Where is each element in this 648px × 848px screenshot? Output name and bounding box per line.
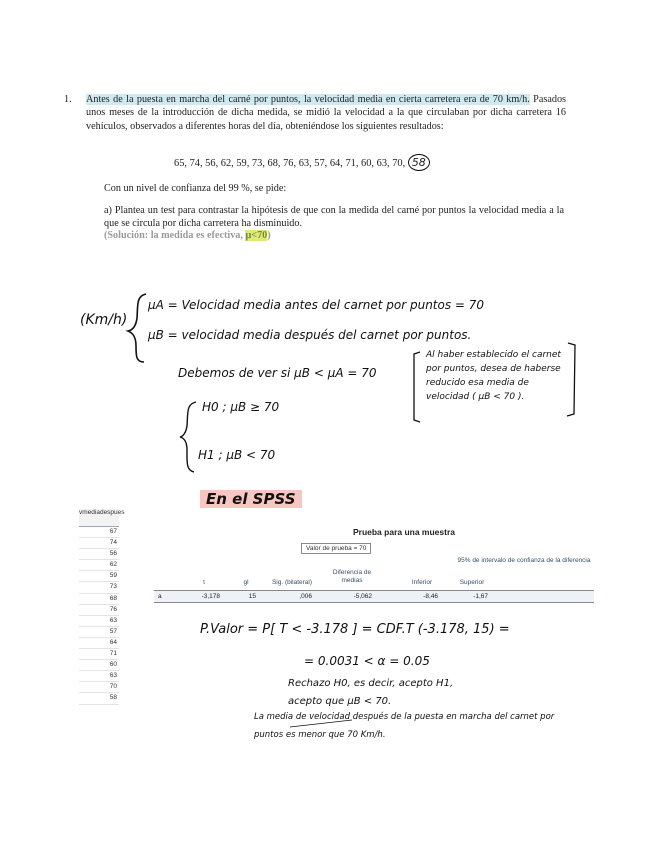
spss-title: En el SPSS — [200, 490, 302, 508]
data-view-cell: 68 — [79, 594, 119, 605]
col-diff: Diferencia de medias — [332, 569, 372, 584]
col-sig: Sig. (bilateral) — [271, 579, 313, 586]
row-label: a — [158, 593, 162, 600]
note-bracket-right — [567, 343, 575, 416]
data-view-cell: 57 — [79, 627, 119, 638]
hand-note: Al haber establecido el carnet por puntos, desea de haberse reducido esa media de velocidad ( μB < 70 ). — [426, 350, 561, 402]
cell-gl: 15 — [248, 593, 256, 600]
cell-sig: ,006 — [299, 593, 312, 600]
circled-value: 58 — [408, 154, 430, 171]
cell-t: -3,178 — [201, 593, 220, 600]
data-view-cell: 76 — [79, 605, 119, 616]
data-view-rows — [79, 527, 119, 705]
test-value-box: Valor de prueba = 70 — [301, 543, 371, 554]
part-a-text: a) Plantea un test para contrastar la hipótesis de que con la medida del carné por puntos la velocidad media a la que se circula por dicha carretera ha disminuido. — [104, 205, 564, 229]
solution-mu: μ<70 — [245, 230, 268, 241]
data-view-cell: 70 — [79, 682, 119, 693]
problem-intro: Pasados unos meses de la introducción de dicha medida, se midió la velocidad a la que circulaban por dicha carretera 16 vehículos, observados a diferentes horas del día, obteniéndose los siguientes resultados: — [86, 94, 567, 132]
hand-conclusion-1: La media de velocidad después de la puesta en marcha del carnet por — [254, 712, 555, 722]
hypothesis-brace — [180, 402, 196, 472]
hand-h1: H1 ; μB < 70 — [198, 448, 276, 462]
hand-check: Debemos de ver si μB < μA = 70 — [178, 366, 377, 380]
spss-table — [154, 527, 594, 600]
col-t: t — [203, 579, 205, 586]
problem-intro-highlighted: Antes de la puesta en marcha del carné por puntos, la velocidad media en cierta carretera era de 70 km/h. — [86, 94, 530, 105]
hand-reject-2: acepto que μB < 70. — [288, 696, 392, 707]
hand-mu-a: μA = Velocidad media antes del carnet por puntos = 70 — [148, 298, 485, 312]
hand-h0: H0 ; μB ≥ 70 — [202, 400, 280, 414]
sequence-values: 65, 74, 56, 62, 59, 73, 68, 76, 63, 57, 64, 71, 60, 63, 70, — [174, 158, 406, 169]
cell-superior: -1,67 — [473, 593, 488, 600]
table-header — [154, 557, 594, 589]
cell-diff: -5,062 — [353, 593, 372, 600]
col-gl: gl — [243, 579, 249, 586]
data-view-cell: 73 — [79, 582, 119, 593]
ci-header: 95% de intervalo de confianza de la diferencia — [457, 557, 591, 564]
data-view-cell: 56 — [79, 549, 119, 560]
data-view-cell: 58 — [79, 693, 119, 704]
data-view-cell: 63 — [79, 616, 119, 627]
data-view-cell: 64 — [79, 638, 119, 649]
data-view-cell: 59 — [79, 571, 119, 582]
note-bracket-left — [414, 352, 420, 422]
table-title: Prueba para una muestra — [352, 527, 456, 537]
data-view-cell: 74 — [79, 538, 119, 549]
confidence-text: Con un nivel de confianza del 99 %, se pide: — [104, 183, 287, 194]
data-view-cell: 67 — [79, 527, 119, 538]
col-superior: Superior — [459, 579, 485, 586]
hand-pvalor: P.Valor = P[ T < -3.178 ] = CDF.T (-3.178, 15) = — [200, 622, 510, 637]
solution-prefix: (Solución: la medida es efectiva, — [104, 230, 246, 241]
hand-conclusion-2: puntos es menor que 70 Km/h. — [254, 730, 386, 740]
data-view-column — [79, 509, 125, 705]
data-view-cell: 63 — [79, 671, 119, 682]
data-view-cell: 71 — [79, 649, 119, 660]
data-view-cell: 62 — [79, 560, 119, 571]
data-view-header: vmediadespues — [79, 509, 119, 527]
cell-inferior: -8,46 — [423, 593, 438, 600]
hand-mu-b: μB = velocidad media después del carnet por puntos. — [148, 328, 472, 342]
solution-suffix: ) — [267, 230, 271, 241]
big-brace — [128, 294, 146, 362]
col-inferior: Inferior — [411, 579, 433, 586]
hand-reject-1: Rechazo H0, es decir, acepto H1, — [288, 678, 454, 689]
hand-unit: (Km/h) — [80, 312, 128, 328]
table-row — [154, 590, 594, 603]
hand-result: = 0.0031 < α = 0.05 — [304, 654, 430, 668]
problem-number: 1. — [64, 94, 72, 105]
data-view-cell: 60 — [79, 660, 119, 671]
